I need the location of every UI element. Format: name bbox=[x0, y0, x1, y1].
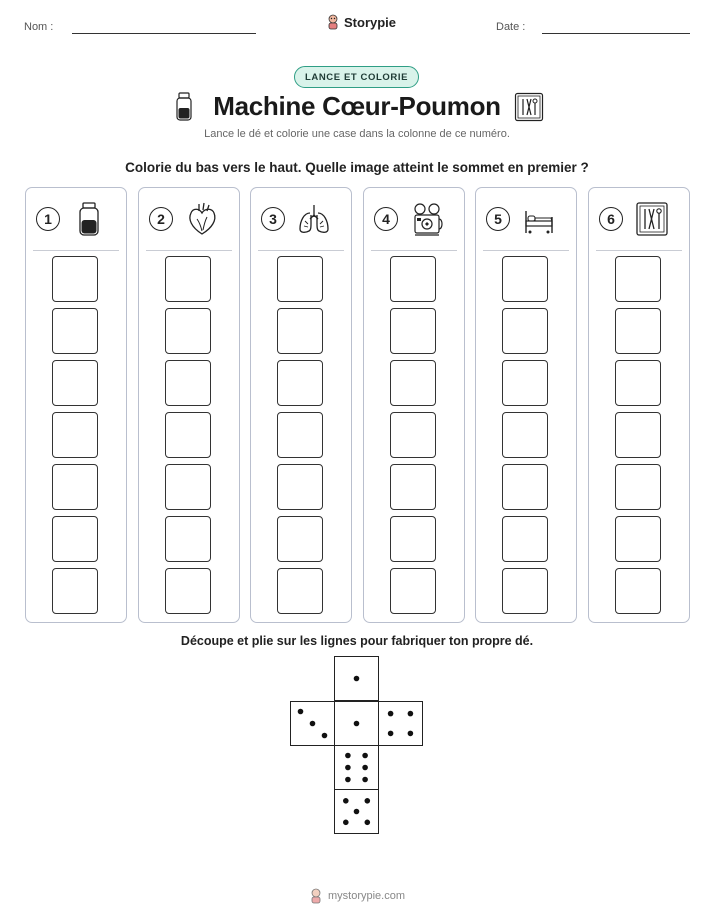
die-pip bbox=[343, 798, 349, 804]
column-header bbox=[589, 188, 689, 250]
die-face-5 bbox=[334, 789, 379, 834]
die-face-4 bbox=[378, 701, 423, 746]
column-number: 3 bbox=[261, 207, 285, 231]
color-cell[interactable] bbox=[52, 308, 98, 354]
color-cell[interactable] bbox=[390, 568, 436, 614]
hospital-bed-icon bbox=[522, 201, 556, 237]
die-pip bbox=[408, 711, 414, 717]
die-pip bbox=[388, 731, 394, 737]
color-cell[interactable] bbox=[277, 464, 323, 510]
color-cell[interactable] bbox=[390, 360, 436, 406]
die-pip bbox=[388, 711, 394, 717]
color-cell[interactable] bbox=[502, 256, 548, 302]
color-cell[interactable] bbox=[52, 568, 98, 614]
die-pip bbox=[354, 721, 360, 727]
color-cell[interactable] bbox=[165, 360, 211, 406]
column-2 bbox=[138, 187, 240, 623]
page-title: Machine Cœur-Poumon bbox=[213, 91, 501, 121]
die-pip bbox=[343, 820, 349, 826]
color-cell[interactable] bbox=[615, 464, 661, 510]
die-pip bbox=[345, 765, 351, 771]
column-number: 2 bbox=[149, 207, 173, 231]
die-face-1 bbox=[334, 656, 379, 701]
column-1 bbox=[25, 187, 127, 623]
column-4 bbox=[363, 187, 465, 623]
color-cell[interactable] bbox=[52, 412, 98, 458]
die-face-1 bbox=[334, 701, 379, 746]
color-cell[interactable] bbox=[502, 464, 548, 510]
color-cell[interactable] bbox=[390, 256, 436, 302]
heart-icon bbox=[185, 201, 219, 237]
column-number: 1 bbox=[36, 207, 60, 231]
color-cell[interactable] bbox=[165, 256, 211, 302]
die-pip bbox=[365, 820, 371, 826]
die-face-3 bbox=[290, 701, 335, 746]
color-cell[interactable] bbox=[502, 412, 548, 458]
color-cell[interactable] bbox=[52, 256, 98, 302]
column-header bbox=[26, 188, 126, 250]
brand-logo bbox=[326, 14, 396, 30]
date-line bbox=[542, 33, 690, 34]
color-cell[interactable] bbox=[502, 568, 548, 614]
footer bbox=[0, 888, 714, 904]
color-cell[interactable] bbox=[615, 568, 661, 614]
column-5 bbox=[475, 187, 577, 623]
column-header bbox=[139, 188, 239, 250]
color-cell[interactable] bbox=[277, 568, 323, 614]
color-cell[interactable] bbox=[615, 308, 661, 354]
column-divider bbox=[371, 250, 457, 251]
color-cell[interactable] bbox=[390, 464, 436, 510]
die-pip bbox=[322, 733, 328, 739]
name-label: Nom : bbox=[24, 21, 54, 33]
surgical-tools-icon bbox=[514, 92, 544, 122]
die-pip bbox=[408, 731, 414, 737]
color-cell[interactable] bbox=[165, 464, 211, 510]
color-cell[interactable] bbox=[615, 412, 661, 458]
column-divider bbox=[146, 250, 232, 251]
color-cell[interactable] bbox=[165, 412, 211, 458]
color-cell[interactable] bbox=[615, 360, 661, 406]
color-cell[interactable] bbox=[502, 308, 548, 354]
die-face-6 bbox=[334, 745, 379, 790]
activity-badge: LANCE ET COLORIE bbox=[294, 66, 419, 88]
color-cell[interactable] bbox=[277, 516, 323, 562]
column-header bbox=[476, 188, 576, 250]
column-number: 4 bbox=[374, 207, 398, 231]
column-6 bbox=[588, 187, 690, 623]
column-header bbox=[364, 188, 464, 250]
game-instruction: Colorie du bas vers le haut. Quelle image atteint le sommet en premier ? bbox=[125, 160, 589, 175]
color-cell[interactable] bbox=[277, 308, 323, 354]
color-cell[interactable] bbox=[52, 360, 98, 406]
color-cell[interactable] bbox=[52, 464, 98, 510]
die-pip bbox=[354, 676, 360, 682]
cut-instruction: Découpe et plie sur les lignes pour fabriquer ton propre dé. bbox=[180, 634, 534, 648]
die-pip bbox=[345, 753, 351, 759]
color-cell[interactable] bbox=[390, 412, 436, 458]
brand-name: Storypie bbox=[344, 14, 397, 30]
color-cell[interactable] bbox=[502, 360, 548, 406]
column-divider bbox=[483, 250, 569, 251]
column-divider bbox=[596, 250, 682, 251]
color-cell[interactable] bbox=[165, 568, 211, 614]
storypie-mascot-icon bbox=[309, 888, 323, 904]
die-pip bbox=[345, 777, 351, 783]
color-cell[interactable] bbox=[277, 412, 323, 458]
medicine-vial-icon bbox=[72, 201, 106, 237]
die-pip bbox=[354, 809, 360, 815]
color-cell[interactable] bbox=[277, 360, 323, 406]
color-cell[interactable] bbox=[165, 308, 211, 354]
die-pip bbox=[362, 777, 368, 783]
die-pip bbox=[362, 753, 368, 759]
color-cell[interactable] bbox=[390, 308, 436, 354]
date-label: Date : bbox=[496, 21, 526, 33]
color-cell[interactable] bbox=[615, 256, 661, 302]
footer-url: mystorypie.com bbox=[327, 890, 406, 902]
die-pip bbox=[310, 721, 316, 727]
color-cell[interactable] bbox=[165, 516, 211, 562]
storypie-mascot-icon bbox=[326, 14, 340, 30]
column-header bbox=[251, 188, 351, 250]
die-pip bbox=[298, 709, 304, 715]
color-cell[interactable] bbox=[52, 516, 98, 562]
color-cell[interactable] bbox=[390, 516, 436, 562]
color-cell[interactable] bbox=[615, 516, 661, 562]
lungs-icon bbox=[297, 201, 331, 237]
column-divider bbox=[33, 250, 119, 251]
column-3 bbox=[250, 187, 352, 623]
die-pip bbox=[362, 765, 368, 771]
page-subtitle: Lance le dé et colorie une case dans la colonne de ce numéro. bbox=[204, 128, 510, 140]
column-number: 5 bbox=[486, 207, 510, 231]
column-number: 6 bbox=[599, 207, 623, 231]
name-line bbox=[72, 33, 256, 34]
heart-lung-machine-icon bbox=[410, 201, 444, 237]
column-divider bbox=[258, 250, 344, 251]
color-cell[interactable] bbox=[277, 256, 323, 302]
color-cell[interactable] bbox=[502, 516, 548, 562]
surgical-tools-icon bbox=[635, 201, 669, 237]
die-pip bbox=[365, 798, 371, 804]
